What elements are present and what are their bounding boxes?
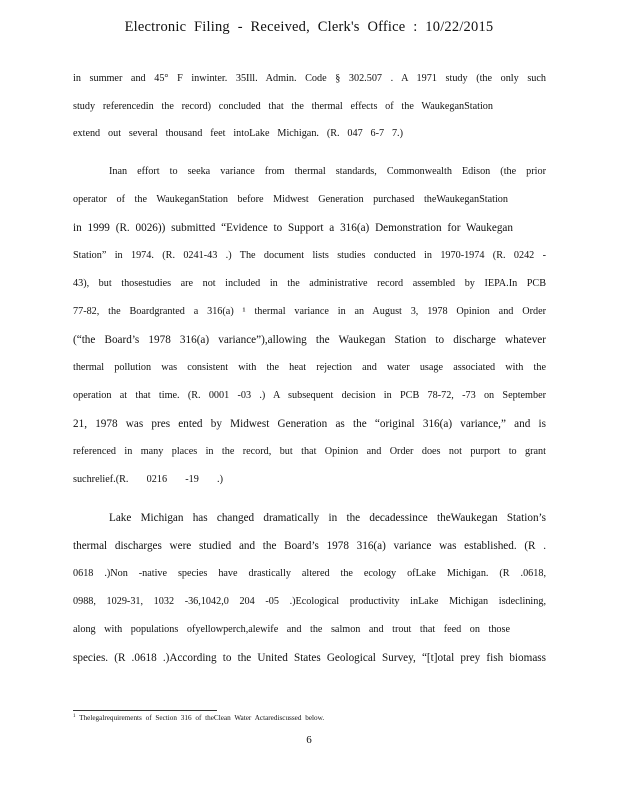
body-line: 77-82, the Boardgranted a 316(a) ¹ thermal variance in an August 3, 1978 Opinion and Order [73,306,546,317]
body-line: 0618 .)Non -native species have drastically altered the ecology ofLake Michigan. (R .0618, [73,568,546,579]
body-line: extend out several thousand feet intoLake Michigan. (R. 047 6-7 7.) [73,128,403,139]
body-line: 43), but thosestudies are not included in the administrative record assembled by IEPA.In PCB [73,278,546,289]
body-line: thermal discharges were studied and the Board’s 1978 316(a) variance was established. (R . [73,540,546,552]
body-line: in 1999 (R. 0026)) submitted “Evidence to Support a 316(a) Demonstration for Waukegan [73,222,513,234]
body-line: in summer and 45° F inwinter. 35Ill. Admin. Code § 302.507 . A 1971 study (the only such [73,73,546,84]
body-line: operator of the WaukeganStation before Midwest Generation purchased theWaukeganStation [73,194,508,205]
footnote [73,714,324,722]
body-line: operation at that time. (R. 0001 -03 .) A subsequent decision in PCB 78-72, -73 on September [73,390,546,401]
footnote-separator [73,710,217,711]
body-line: thermal pollution was consistent with the heat rejection and water usage associated with the [73,362,546,373]
body-line: Lake Michigan has changed dramatically in the decadessince theWaukegan Station’s [109,512,546,524]
page-number: 6 [306,734,312,746]
body-line: 0988, 1029-31, 1032 -36,1042,0 204 -05 .)Ecological productivity inLake Michigan isdeclining, [73,596,546,607]
body-line: Station” in 1974. (R. 0241-43 .) The document lists studies conducted in 1970-1974 (R. 0242 - [73,250,546,261]
body-line: study referencedin the record) concluded that the thermal effects of the WaukeganStation [73,101,493,112]
body-line: species. (R .0618 .)According to the United States Geological Survey, “[t]otal prey fish biomass [73,652,546,664]
body-line: Inan effort to seeka variance from thermal standards, Commonwealth Edison (the prior [109,166,546,177]
body-line: suchrelief.(R. 0216 -19 .) [73,474,223,485]
body-line: 21, 1978 was pres ented by Midwest Generation as the “original 316(a) variance,” and is [73,418,546,430]
body-line: (“the Board’s 1978 316(a) variance”),allowing the Waukegan Station to discharge whatever [73,334,546,346]
body-line: referenced in many places in the record, but that Opinion and Order does not purport to grant [73,446,546,457]
footnote-marker: 1 [73,714,76,719]
filing-header: Electronic Filing - Received, Clerk's Office : 10/22/2015 [124,19,494,35]
footnote-text: Thelegalrequirements of Section 316 of theClean Water Actarediscussed below. [79,714,325,722]
body-line: along with populations ofyellowperch,alewife and the salmon and trout that feed on those [73,624,510,635]
